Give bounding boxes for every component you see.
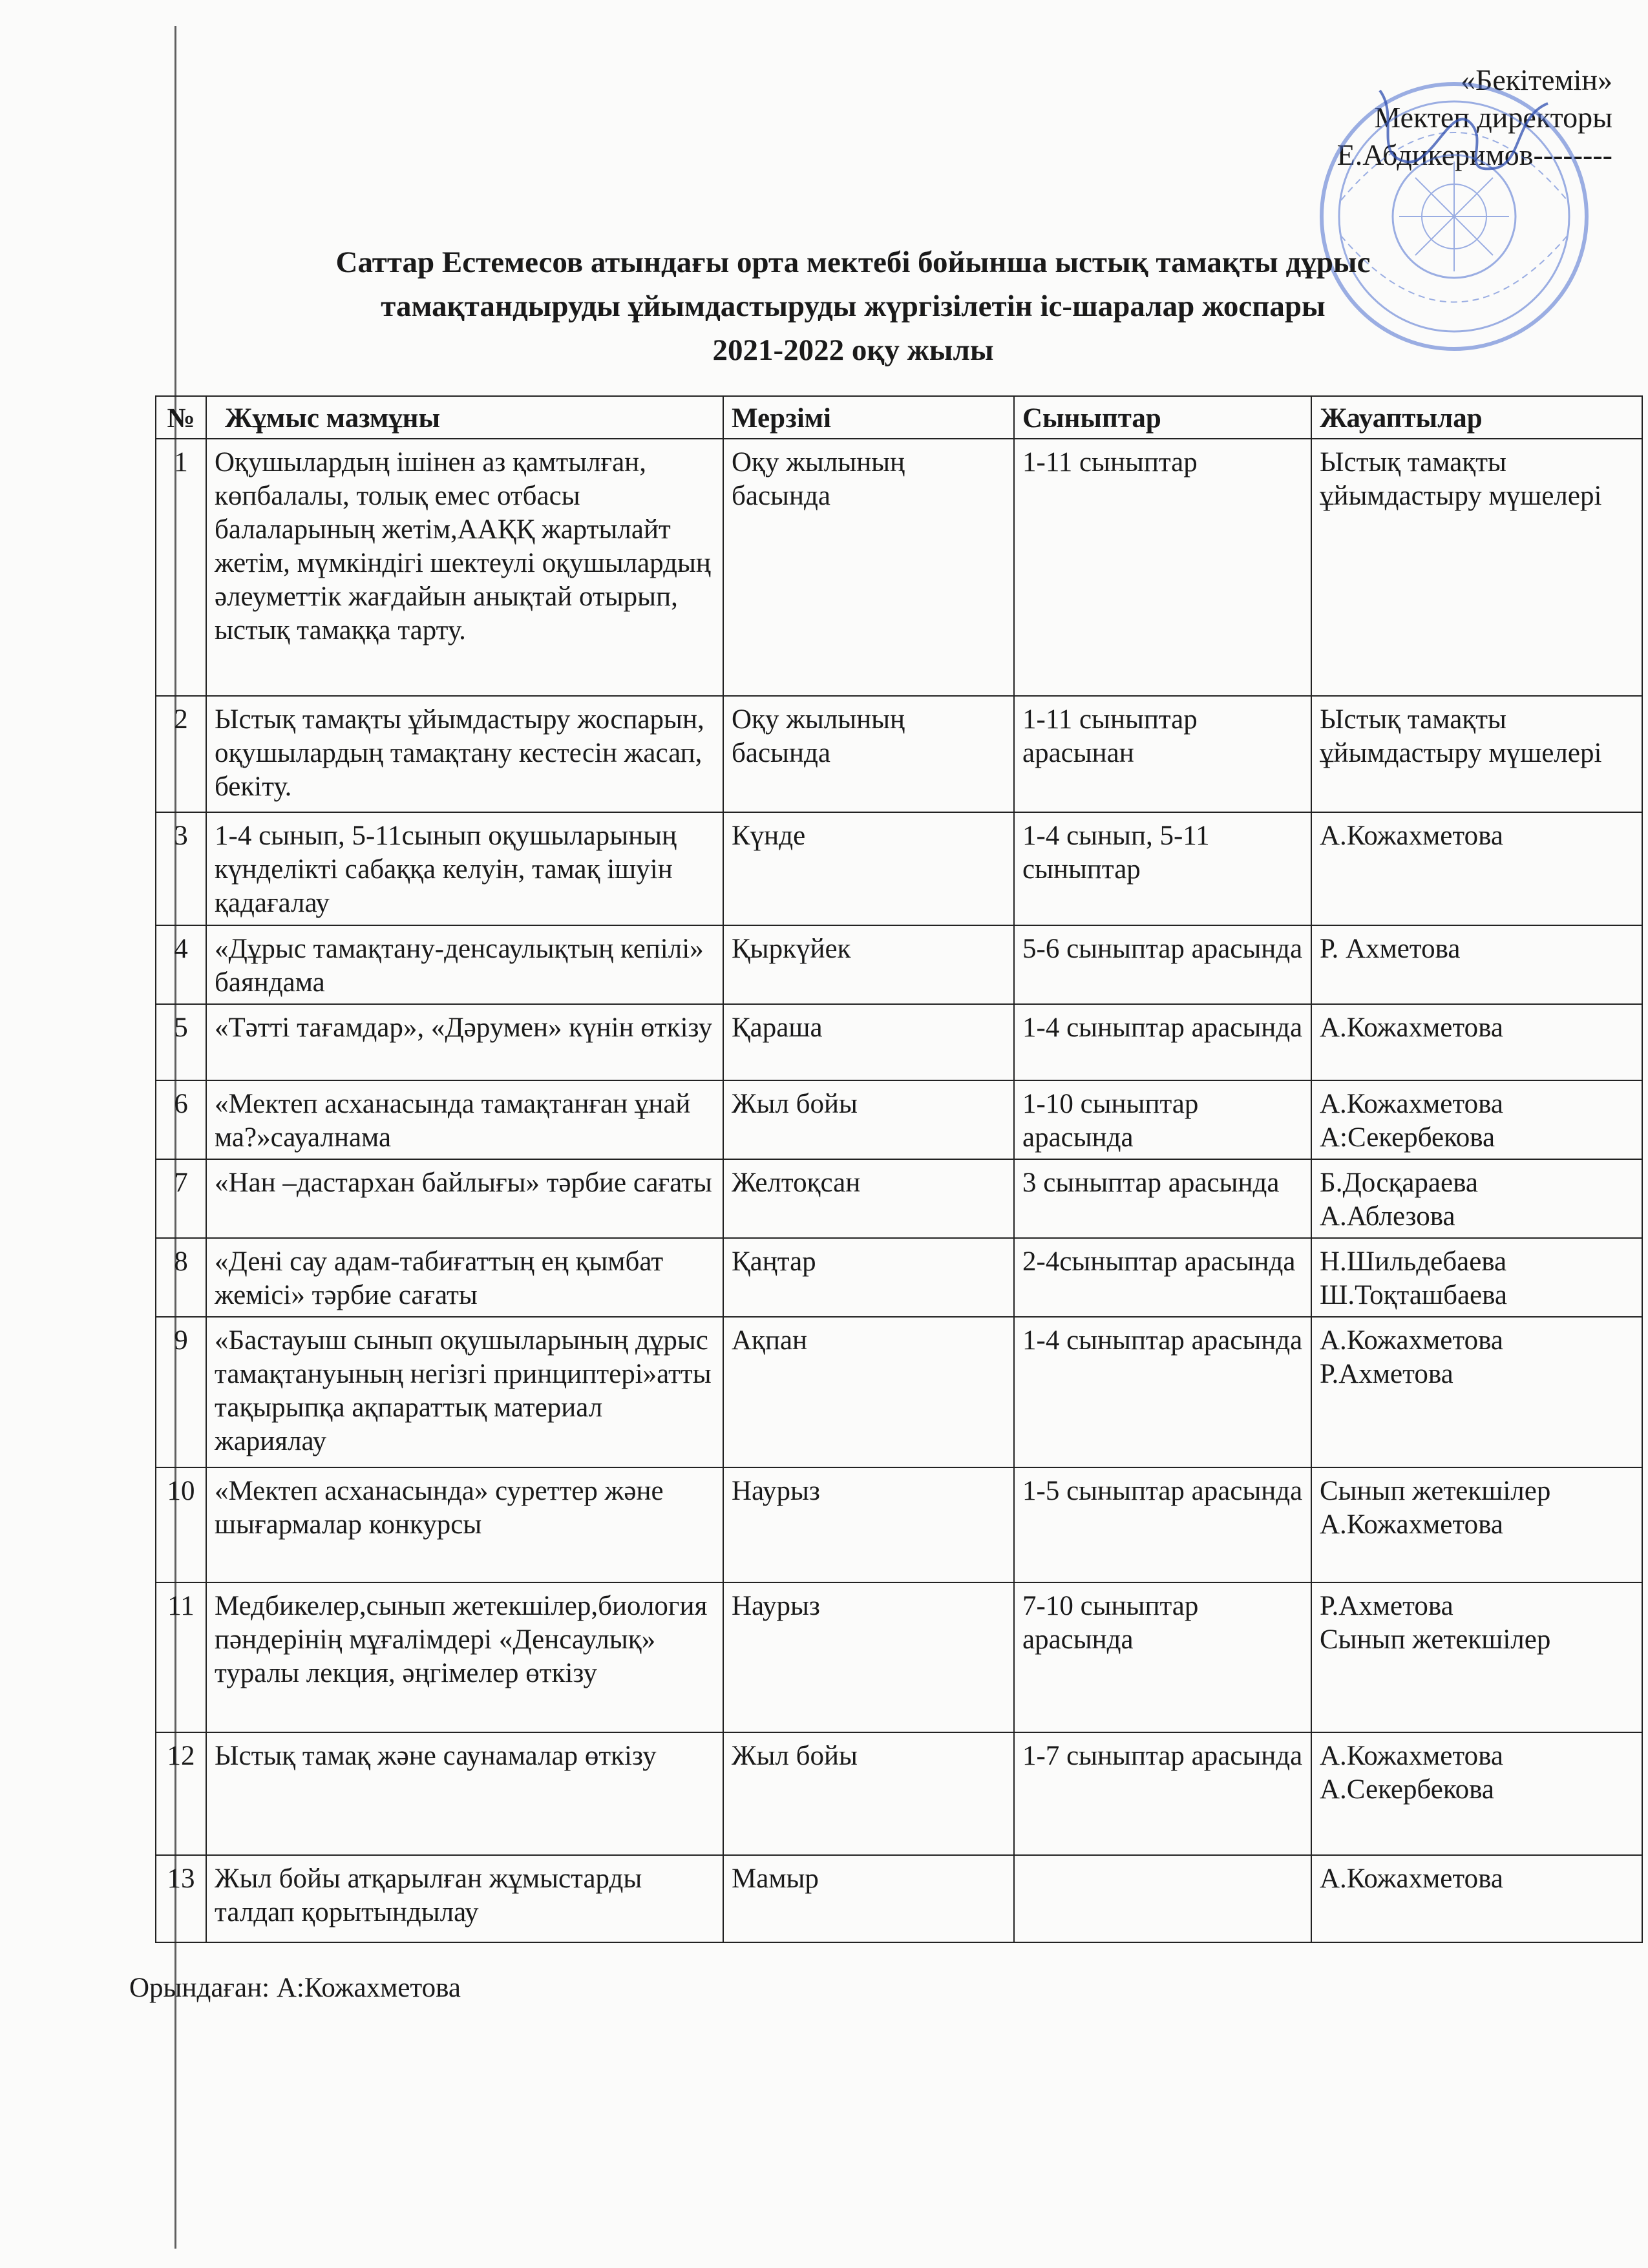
row-classes: 1-7 сыныптар арасында (1014, 1732, 1311, 1855)
approval-signatory: Е.Абдикеримов-------- (1336, 138, 1612, 171)
row-num: 7 (156, 1159, 206, 1238)
title-line-2: тамақтандыруды ұйымдастыруды жүргізілетін іс-шаралар жоспары (381, 289, 1326, 323)
row-num: 9 (156, 1317, 206, 1467)
header-period: Мерзімі (723, 396, 1014, 439)
row-period: Ақпан (723, 1317, 1014, 1467)
row-content: 1-4 сынып, 5-11сынып оқушыларының күнделікті сабаққа келуін, тамақ ішуін қадағалау (206, 812, 723, 925)
row-classes: 2-4сыныптар арасында (1014, 1238, 1311, 1317)
row-content: «Нан –дастархан байлығы» тәрбие сағаты (206, 1159, 723, 1238)
row-content: «Бастауыш сынып оқушыларының дұрыс тамақтануының негізгі принциптері»атты тақырыпқа ақпараттық материал жариялау (206, 1317, 723, 1467)
row-classes: 3 сыныптар арасында (1014, 1159, 1311, 1238)
table-row (156, 1582, 1642, 1732)
table-row (156, 1317, 1642, 1467)
row-classes: 1-4 сыныптар арасында (1014, 1317, 1311, 1467)
row-classes: 1-11 сыныптар (1014, 439, 1311, 696)
row-classes: 1-4 сыныптар арасында (1014, 1004, 1311, 1080)
row-content: Жыл бойы атқарылған жұмыстарды талдап қорытындылау (206, 1855, 723, 1942)
title-year: 2021-2022 оқу жылы (712, 333, 994, 367)
header-content: Жұмыс мазмұны (206, 396, 723, 439)
table-row (156, 1467, 1642, 1582)
row-classes (1014, 1855, 1311, 1942)
row-period: Қараша (723, 1004, 1014, 1080)
row-period: Қаңтар (723, 1238, 1014, 1317)
row-responsible: Б.Досқараева А.Аблезова (1311, 1159, 1642, 1238)
row-responsible: А.Кожахметова (1311, 1855, 1642, 1942)
approval-heading: «Бекітемін» (1461, 63, 1612, 96)
row-content: «Мектеп асханасында» суреттер және шығармалар конкурсы (206, 1467, 723, 1582)
row-classes: 1-5 сыныптар арасында (1014, 1467, 1311, 1582)
table-row (156, 1732, 1642, 1855)
row-responsible: А.Кожахметова (1311, 1004, 1642, 1080)
document-title (213, 240, 1493, 372)
row-num: 8 (156, 1238, 206, 1317)
row-period: Жыл бойы (723, 1732, 1014, 1855)
row-content: Ыстық тамақты ұйымдастыру жоспарын, оқушылардың тамақтану кестесін жасап, бекіту. (206, 696, 723, 812)
row-num: 5 (156, 1004, 206, 1080)
row-responsible: Сынып жетекшілер А.Кожахметова (1311, 1467, 1642, 1582)
table-row (156, 1855, 1642, 1942)
row-period: Күнде (723, 812, 1014, 925)
row-num: 10 (156, 1467, 206, 1582)
table-row (156, 1004, 1642, 1080)
row-classes: 5-6 сыныптар арасында (1014, 925, 1311, 1004)
row-period: Наурыз (723, 1582, 1014, 1732)
header-num: № (156, 396, 206, 439)
row-classes: 1-11 сыныптар арасынан (1014, 696, 1311, 812)
table-row (156, 812, 1642, 925)
row-content: Медбикелер,сынып жетекшілер,биология пәндерінің мұғалімдері «Денсаулық» туралы лекция, әңгімелер өткізу (206, 1582, 723, 1732)
row-classes: 7-10 сыныптар арасында (1014, 1582, 1311, 1732)
row-period: Оқу жылының басында (723, 439, 1014, 696)
row-period: Оқу жылының басында (723, 696, 1014, 812)
row-num: 11 (156, 1582, 206, 1732)
header-classes: Сыныптар (1014, 396, 1311, 439)
row-period: Қыркүйек (723, 925, 1014, 1004)
row-responsible: Ыстық тамақты ұйымдастыру мүшелері (1311, 696, 1642, 812)
table-row (156, 696, 1642, 812)
row-num: 12 (156, 1732, 206, 1855)
row-num: 4 (156, 925, 206, 1004)
row-responsible: Н.Шильдебаева Ш.Тоқташбаева (1311, 1238, 1642, 1317)
row-period: Жыл бойы (723, 1080, 1014, 1159)
row-content: «Тәтті тағамдар», «Дәрумен» күнін өткізу (206, 1004, 723, 1080)
row-content: «Дұрыс тамақтану-денсаулықтың кепілі» баяндама (206, 925, 723, 1004)
row-responsible: А.Кожахметова (1311, 812, 1642, 925)
table-header-row (156, 396, 1642, 439)
row-period: Наурыз (723, 1467, 1014, 1582)
row-responsible: А.Кожахметова А.Секербекова (1311, 1732, 1642, 1855)
title-line-1: Саттар Естемесов атындағы орта мектебі бойынша ыстық тамақты дұрыс (335, 246, 1371, 279)
table-row (156, 439, 1642, 696)
row-num: 2 (156, 696, 206, 812)
row-classes: 1-4 сынып, 5-11 сыныптар (1014, 812, 1311, 925)
row-responsible: Ыстық тамақты ұйымдастыру мүшелері (1311, 439, 1642, 696)
row-content: «Мектеп асханасында тамақтанған ұнай ма?»сауалнама (206, 1080, 723, 1159)
row-num: 1 (156, 439, 206, 696)
approval-position: Мектеп директоры (1374, 101, 1612, 134)
row-content: Ыстық тамақ және саунамалар өткізу (206, 1732, 723, 1855)
row-classes: 1-10 сыныптар арасында (1014, 1080, 1311, 1159)
table-row (156, 1238, 1642, 1317)
table-row (156, 1080, 1642, 1159)
row-num: 6 (156, 1080, 206, 1159)
row-num: 13 (156, 1855, 206, 1942)
row-period: Желтоқсан (723, 1159, 1014, 1238)
table-row (156, 925, 1642, 1004)
row-content: «Дені сау адам-табиғаттың ең қымбат жемісі» тәрбие сағаты (206, 1238, 723, 1317)
table-row (156, 1159, 1642, 1238)
row-responsible: А.Кожахметова А:Секербекова (1311, 1080, 1642, 1159)
row-responsible: Р.Ахметова Сынып жетекшілер (1311, 1582, 1642, 1732)
performed-by: Орындаған: А:Кожахметова (129, 1973, 461, 2003)
row-num: 3 (156, 812, 206, 925)
plan-table (155, 395, 1643, 1943)
row-responsible: А.Кожахметова Р.Ахметова (1311, 1317, 1642, 1467)
row-content: Оқушылардың ішінен аз қамтылған, көпбалалы, толық емес отбасы балаларының жетім,ААҚҚ жартылайт жетім, мүмкіндігі шектеулі оқушылардың әлеуметтік жағдайын анықтай отырып, ыстық тамаққа тарту. (206, 439, 723, 696)
row-responsible: Р. Ахметова (1311, 925, 1642, 1004)
header-responsible: Жауаптылар (1311, 396, 1642, 439)
row-period: Мамыр (723, 1855, 1014, 1942)
